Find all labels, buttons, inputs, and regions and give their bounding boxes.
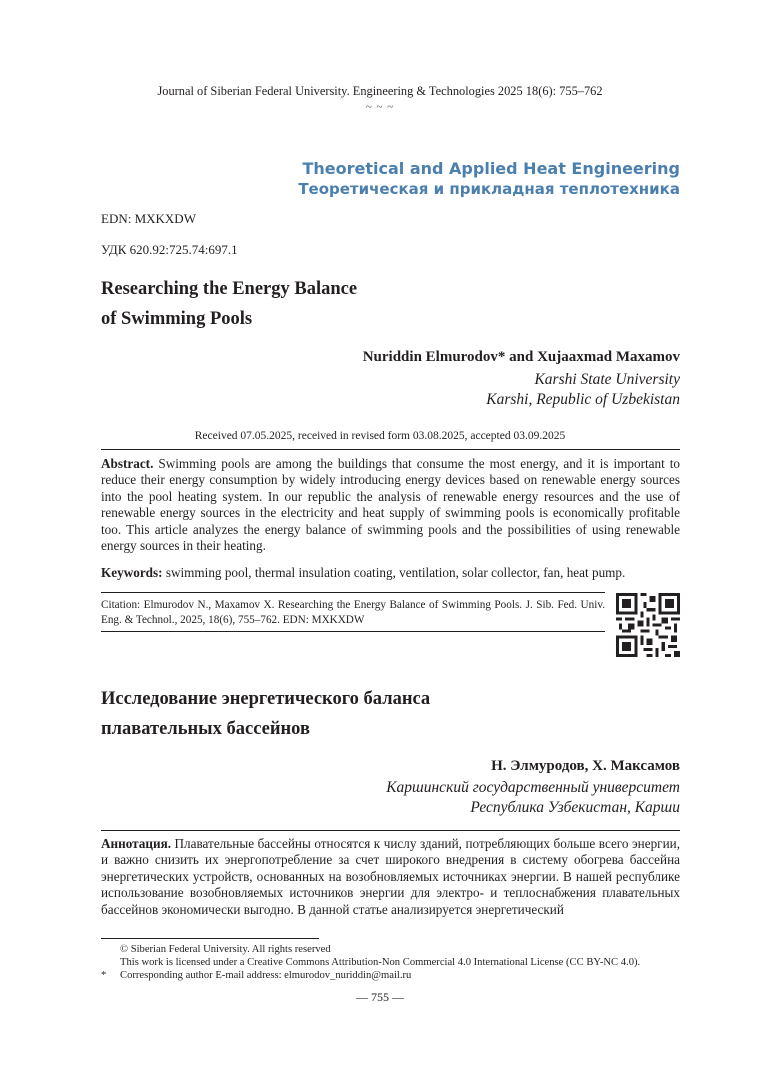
affiliation-line: Республика Узбекистан, Карши [470, 799, 680, 816]
corresponding-note: Corresponding author E-mail address: elmurodov_nuriddin@mail.ru [120, 970, 412, 981]
divider [101, 830, 680, 831]
title-line: плавательных бассейнов [101, 719, 310, 739]
affiliation-line: Каршинский государственный университет [386, 779, 680, 796]
edn-code: EDN: MXKXDW [101, 211, 196, 226]
authors-en: Nuriddin Elmurodov* and Xujaaxmad Maxamov [362, 349, 680, 365]
journal-header: Journal of Siberian Federal University. Engineering & Technologies 2025 18(6): 755–762 [157, 84, 603, 98]
section-title-ru: Теоретическая и прикладная теплотехника [298, 180, 680, 198]
abstract-text: Плавательные бассейны относятся к числу зданий, потребляющих больше всего энергии, и важно снизить их энергопотребление за счет широкого внедрения в систему обогрева бассейна энергетических устройств, основанных на возобновляемых источниках энергии. В нашей республике использование возобновляемых источников энергии для электро- и теплоснабжения плавательных бассейнов экономически выгодно. В данной статье анализируется энергетический [101, 836, 680, 917]
affiliation-line: Karshi State University [534, 371, 680, 388]
page-number: — 755 — [356, 990, 404, 1004]
affiliation-en [486, 370, 680, 410]
affiliation-line: Karshi, Republic of Uzbekistan [486, 391, 680, 408]
divider [101, 449, 680, 450]
authors-ru: Н. Элмуродов, Х. Максамов [491, 758, 680, 774]
title-line: Исследование энергетического баланса [101, 689, 431, 709]
header-separator: ~ ~ ~ [365, 101, 395, 113]
affiliation-ru [386, 778, 680, 818]
license-note: This work is licensed under a Creative Commons Attribution-Non Commercial 4.0 International License (CC BY-NC 4.0). [120, 957, 641, 968]
article-title-ru [101, 684, 430, 744]
title-line: Researching the Energy Balance [101, 279, 358, 299]
udk-code: УДК 620.92:725.74:697.1 [101, 242, 238, 257]
received-dates: Received 07.05.2025, received in revised form 03.08.2025, accepted 03.09.2025 [194, 430, 566, 442]
section-title-en: Theoretical and Applied Heat Engineering [302, 159, 680, 178]
footnote-marker: * [101, 970, 107, 981]
keywords-en [101, 565, 680, 581]
abstract-ru [101, 836, 680, 918]
qr-code-icon [616, 593, 680, 657]
footnote-divider [101, 938, 319, 939]
abstract-en [101, 456, 680, 554]
article-title-en [101, 274, 357, 334]
abstract-text: Swimming pools are among the buildings that consume the most energy, and it is important to reduce their energy consumption by widely introducing energy devices based on renewable energy sources into the pool heating system. In our republic the analysis of renewable energy resources and the use of renewable energy sources in the electricity and heat supply of swimming pools is economically profitable too. This article analyzes the energy balance of swimming pools and the possibilities of using renewable energy sources in their heating. [101, 456, 680, 554]
abstract-label: Abstract. [101, 456, 154, 471]
title-line: of Swimming Pools [101, 309, 253, 329]
divider [101, 592, 605, 593]
citation: Citation: Elmurodov N., Maxamov X. Researching the Energy Balance of Swimming Pools. J. Sib. Fed. Univ. Eng. & Technol., 2025, 18(6), 755–762. EDN: MXKXDW [101, 599, 605, 626]
keywords-text: swimming pool, thermal insulation coating, ventilation, solar collector, fan, heat pump. [162, 565, 626, 580]
divider [101, 631, 605, 632]
keywords-label: Keywords: [101, 565, 163, 580]
abstract-label: Аннотация. [101, 836, 172, 851]
copyright-note: © Siberian Federal University. All rights reserved [120, 944, 331, 955]
